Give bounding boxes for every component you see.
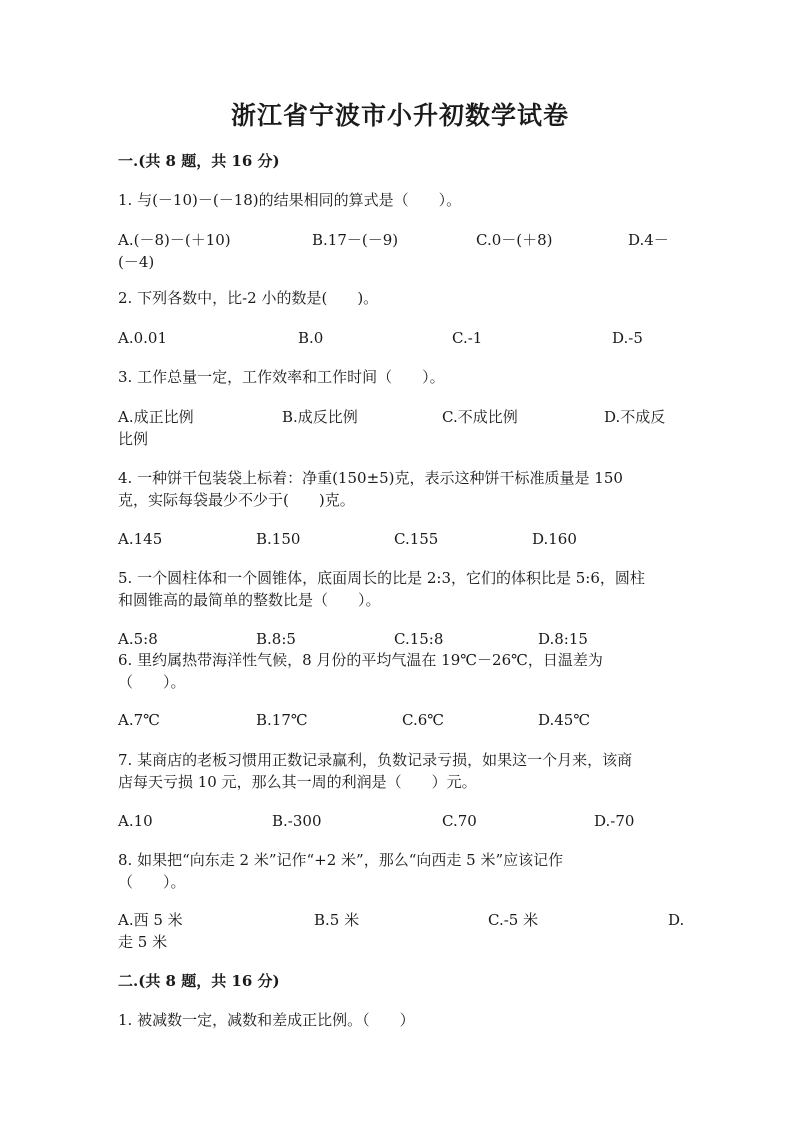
question-4 <box>118 467 684 511</box>
option-b: B.8:5 <box>256 630 296 648</box>
option-c: C.6℃ <box>402 711 445 729</box>
option-d: D.-70 <box>594 812 635 830</box>
section-2-question-1 <box>118 1009 684 1031</box>
question-text: 和圆锥高的最简单的整数比是（ ）。 <box>118 591 381 609</box>
option-a: A.145 <box>118 530 163 548</box>
option-c: C.0－(＋8) <box>476 231 553 249</box>
question-text: 2. 下列各数中，比-2 小的数是( )。 <box>118 289 379 307</box>
question-text: 1. 与(－10)－(－18)的结果相同的算式是（ ）。 <box>118 191 462 209</box>
option-b: B.17℃ <box>256 711 308 729</box>
option-d: D.-5 <box>612 329 643 347</box>
option-d: D.4－ <box>628 231 669 249</box>
option-wrap: 比例 <box>118 430 149 448</box>
option-b: B.5 米 <box>314 911 360 929</box>
option-d: D.160 <box>532 530 577 548</box>
option-d: D.不成反 <box>604 408 666 426</box>
question-1 <box>118 189 684 211</box>
question-7-options <box>118 810 684 832</box>
option-b: B.-300 <box>272 812 322 830</box>
question-2-options <box>118 327 684 349</box>
option-c: C.-5 米 <box>488 911 539 929</box>
option-a: A.5:8 <box>118 630 158 648</box>
question-text: （ ）。 <box>118 673 186 691</box>
option-a: A.10 <box>118 812 153 830</box>
option-a: A.成正比例 <box>118 408 194 426</box>
option-a: A.(－8)－(＋10) <box>118 231 231 249</box>
page-title: 浙江省宁波市小升初数学试卷 <box>230 101 569 130</box>
option-d: D.8:15 <box>538 630 588 648</box>
question-7 <box>118 749 684 793</box>
question-text: 克，实际每袋最少不少于( )克。 <box>118 491 355 509</box>
question-2 <box>118 287 684 309</box>
option-b: B.0 <box>298 329 324 347</box>
option-a: A.7℃ <box>118 711 160 729</box>
question-text: 7. 某商店的老板习惯用正数记录赢利，负数记录亏损，如果这一个月来，该商 <box>118 751 633 769</box>
option-d: D. <box>668 911 685 929</box>
question-6 <box>118 649 684 693</box>
option-c: C.155 <box>394 530 439 548</box>
question-text: 1. 被减数一定，减数和差成正比例。（ ） <box>118 1011 415 1029</box>
option-a: A.0.01 <box>118 329 167 347</box>
question-text: 4. 一种饼干包装袋上标着：净重(150±5)克，表示这种饼干标准质量是 150 <box>118 469 623 487</box>
question-text: 8. 如果把“向东走 2 米”记作“+2 米”，那么“向西走 5 米”应该记作 <box>118 851 564 869</box>
question-text: 5. 一个圆柱体和一个圆锥体，底面周长的比是 2:3，它们的体积比是 5:6，圆柱 <box>118 569 645 587</box>
question-3 <box>118 366 684 388</box>
question-5-options <box>118 628 684 650</box>
option-d: D.45℃ <box>538 711 591 729</box>
question-8 <box>118 849 684 893</box>
option-b: B.150 <box>256 530 301 548</box>
question-text: 3. 工作总量一定，工作效率和工作时间（ ）。 <box>118 368 445 386</box>
option-c: C.-1 <box>452 329 483 347</box>
question-text: （ ）。 <box>118 873 186 891</box>
question-3-options <box>118 406 684 428</box>
question-1-options <box>118 229 684 251</box>
option-c: C.70 <box>442 812 477 830</box>
question-text: 6. 里约属热带海洋性气候，8 月份的平均气温在 19℃－26℃，日温差为 <box>118 651 603 669</box>
option-a: A.西 5 米 <box>118 911 183 929</box>
option-c: C.15:8 <box>394 630 444 648</box>
question-6-options <box>118 709 684 731</box>
option-b: B.成反比例 <box>282 408 358 426</box>
question-8-options <box>118 909 684 931</box>
section-2-heading: 二.(共 8 题，共 16 分) <box>118 972 280 990</box>
question-text: 店每天亏损 10 元，那么其一周的利润是（ ）元。 <box>118 773 477 791</box>
question-4-options <box>118 528 684 550</box>
option-wrap: 走 5 米 <box>118 933 168 951</box>
section-1-heading: 一.(共 8 题，共 16 分) <box>118 152 280 170</box>
option-b: B.17－(－9) <box>312 231 399 249</box>
option-c: C.不成比例 <box>442 408 518 426</box>
option-wrap: (－4) <box>118 253 155 271</box>
question-5 <box>118 567 684 611</box>
